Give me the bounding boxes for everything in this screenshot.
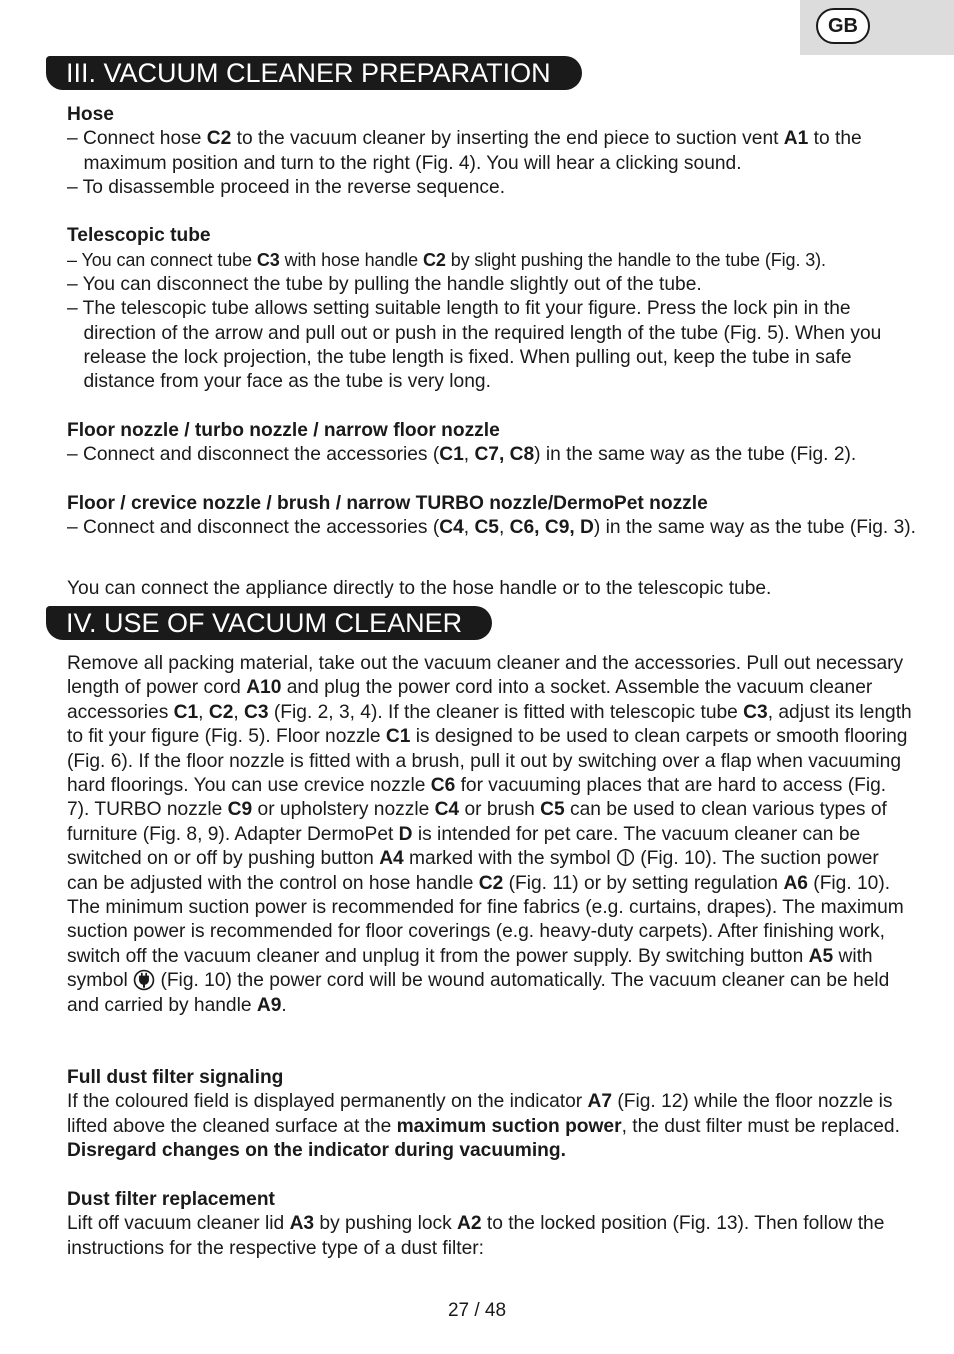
- page-number: 27 / 48: [447, 1300, 507, 1321]
- use-paragraph: Remove all packing material, take out the vacuum cleaner and the accessories. Pull out necessary length of power cord A10 and plug the power cord into a socket. Assemble the vacuum cleaner accessories C1, C2, C3 (Fig. 2, 3, 4). If the cleaner is fitted with telescopic tube C3, adjust its length to fit your figure (Fig. 5). Floor nozzle C1 is designed to be used to clean carpets or smooth flooring (Fig. 6). If the floor nozzle is fitted with a brush, pull it out by switching over a flap when vacuuming hard floorings. You can use crevice nozzle C6 for vacuuming places that are hard to access (Fig. 7). TURBO nozzle C9 or upholstery nozzle C4 or brush C5 can be used to clean various types of furniture (Fig. 8, 9). Adapter DermoPet D is intended for pet care. The vacuum cleaner can be switched on or off by pushing button A4 marked with the symbol (Fig. 10). The suction power can be adjusted with the control on hose handle C2 (Fig. 11) or by setting regulation A6 (Fig. 10). The minimum suction power is recommended for fine fabrics (e.g. curtains, drapes). The maximum suction power is recommended for floor coverings (e.g. heavy-duty carpets). After finishing work, switch off the vacuum cleaner and unplug it from the power supply. By switching button A5 with symbol (Fig. 10) the power cord will be wound automatically. The vacuum cleaner can be held and carried by handle A9.: [67, 653, 912, 1016]
- full-filter-heading: Full dust filter signaling: [67, 1067, 284, 1088]
- tube-heading: Telescopic tube: [67, 225, 211, 246]
- full-filter-paragraph: If the coloured field is displayed permanently on the indicator A7 (Fig. 12) while the floor nozzle is lifted above the cleaned surface at the maximum suction power, the dust filter must be replaced. Disregard changes on the indicator during vacuuming.: [67, 1091, 900, 1162]
- tube-item-length: – The telescopic tube allows setting suitable length to fit your figure. Press the lock pin in the direction of the arrow and pull out or push in the required length of the tube (Fig. 5). When you release the lock projection, the tube length is fixed. When pulling out, keep the tube in safe distance from your face as the tube is very long.: [67, 298, 882, 393]
- crevice-nozzle-item: – Connect and disconnect the accessories (C4, C5, C6, C9, D) in the same way as the tube (Fig. 3).: [67, 517, 916, 539]
- floor-nozzle-item: – Connect and disconnect the accessories (C1, C7, C8) in the same way as the tube (Fig. 2).: [67, 444, 857, 466]
- power-symbol-icon: [616, 848, 635, 867]
- filter-replacement-paragraph: Lift off vacuum cleaner lid A3 by pushing lock A2 to the locked position (Fig. 13). Then follow the instructions for the respective type of a dust filter:: [67, 1213, 885, 1259]
- connection-note: You can connect the appliance directly to the hose handle or to the telescopic tube.: [67, 578, 772, 599]
- section-heading-preparation: III. VACUUM CLEANER PREPARATION: [46, 56, 582, 90]
- crevice-nozzle-heading: Floor / crevice nozzle / brush / narrow TURBO nozzle/DermoPet nozzle: [67, 493, 708, 514]
- crevice-nozzle-section: [67, 492, 917, 541]
- tube-item-disconnect: – You can disconnect the tube by pulling the handle slightly out of the tube.: [67, 273, 702, 295]
- full-filter-section: [67, 1066, 917, 1164]
- tube-section: [67, 224, 917, 395]
- floor-nozzle-section: [67, 419, 917, 468]
- hose-item-disassemble: – To disassemble proceed in the reverse sequence.: [67, 177, 506, 199]
- cord-rewind-icon: [133, 969, 155, 991]
- hose-heading: Hose: [67, 104, 114, 125]
- use-section: [67, 652, 912, 1018]
- filter-replacement-section: [67, 1188, 912, 1261]
- floor-nozzle-heading: Floor nozzle / turbo nozzle / narrow floor nozzle: [67, 420, 500, 441]
- language-badge: GB: [816, 8, 870, 44]
- section-heading-use: IV. USE OF VACUUM CLEANER: [46, 606, 492, 640]
- hose-section: [67, 103, 917, 201]
- filter-replacement-heading: Dust filter replacement: [67, 1189, 275, 1210]
- hose-item-connect: – Connect hose C2 to the vacuum cleaner by inserting the end piece to suction vent A1 to the maximum position and turn to the right (Fig. 4). You will hear a clicking sound.: [67, 128, 862, 174]
- tube-item-connect: – You can connect tube C3 with hose handle C2 by slight pushing the handle to the tube (Fig. 3).: [67, 250, 826, 271]
